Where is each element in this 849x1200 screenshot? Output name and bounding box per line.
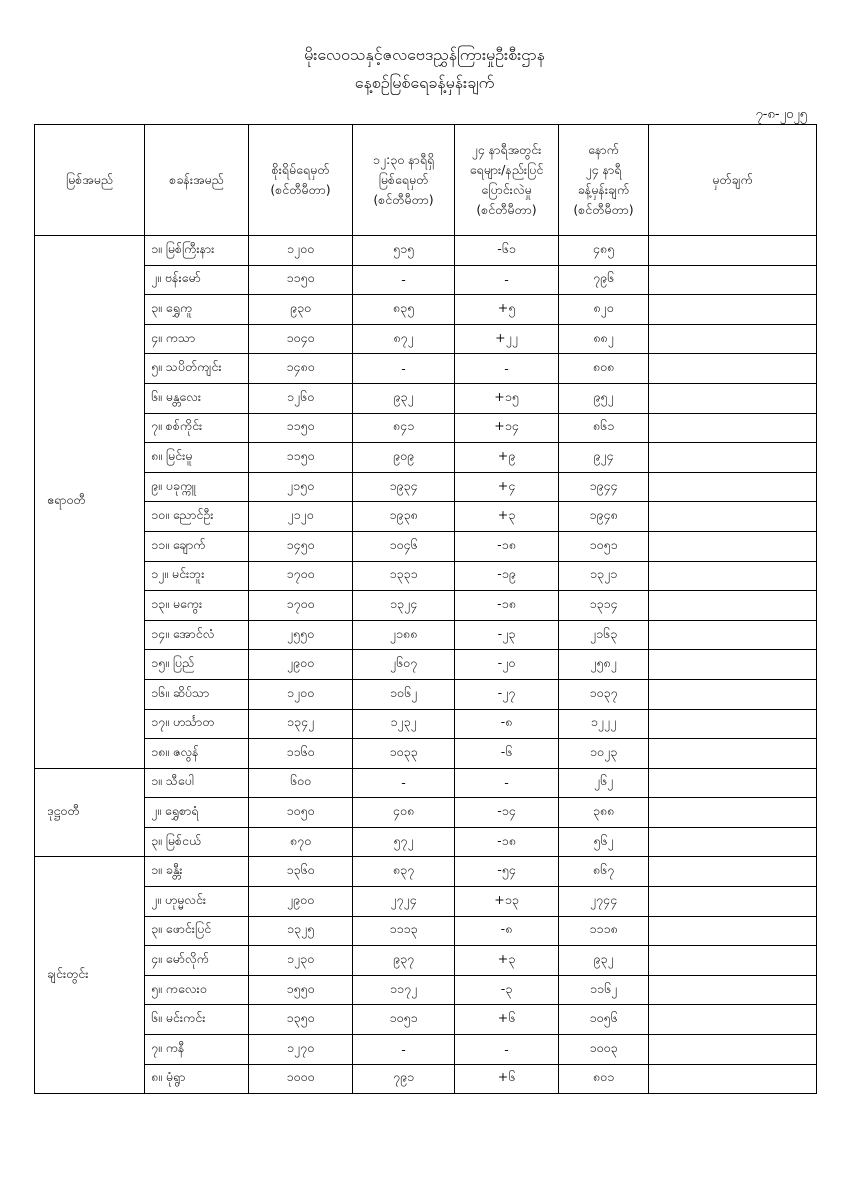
- current-level: ၉၃၂: [353, 383, 455, 413]
- forecast-24h: ၁၉၄၈: [559, 502, 649, 532]
- table-row: [35, 1035, 817, 1065]
- current-level: ၁၂၃၂: [353, 709, 455, 739]
- danger-level: ၂၅၅၀: [249, 620, 353, 650]
- remarks: [649, 679, 817, 709]
- station-name: ၃။ ရွှေကူ: [145, 295, 249, 325]
- danger-level: ၂၉၀၀: [249, 650, 353, 680]
- table-row: [35, 916, 817, 946]
- danger-level: ၁၀၅၀: [249, 798, 353, 828]
- station-name: ၈။ မုံရွာ: [145, 1064, 249, 1094]
- header-line: နောက်: [588, 142, 619, 157]
- header-line: ၁၂:၃၀ နာရီရှိ: [372, 152, 435, 167]
- station-name: ၁၈။ ဇလွန်: [145, 739, 249, 769]
- danger-level: ၁၀၄၀: [249, 324, 353, 354]
- table-row: [35, 768, 817, 798]
- station-name: ၁။ မြစ်ကြီးနား: [145, 236, 249, 266]
- danger-level: ၂၉၀၀: [249, 887, 353, 917]
- danger-level: ၈၇၀: [249, 827, 353, 857]
- current-level: ၁၁၁၃: [353, 916, 455, 946]
- danger-level: ၁၄၈၀: [249, 354, 353, 384]
- current-level: -: [353, 1035, 455, 1065]
- change-24h: +၅: [455, 295, 559, 325]
- table-row: [35, 887, 817, 917]
- remarks: [649, 620, 817, 650]
- current-level: ၁၉၃၄: [353, 472, 455, 502]
- station-name: ၂။ ဟုမ္မလင်း: [145, 887, 249, 917]
- forecast-24h: ၈၈၂: [559, 324, 649, 354]
- change-24h: +၁၃: [455, 887, 559, 917]
- table-row: [35, 295, 817, 325]
- change-24h: -: [455, 1035, 559, 1065]
- forecast-24h: ၈၆၇: [559, 857, 649, 887]
- forecast-24h: ၈၀၈: [559, 354, 649, 384]
- forecast-24h: ၇၉၆: [559, 265, 649, 295]
- remarks: [649, 531, 817, 561]
- header-line: စခန်းအမည်: [169, 172, 224, 187]
- danger-level: ၁၂၆၀: [249, 383, 353, 413]
- current-level: ၁၀၄၆: [353, 531, 455, 561]
- remarks: [649, 975, 817, 1005]
- remarks: [649, 413, 817, 443]
- table-row: [35, 591, 817, 621]
- report-date: ၇-၈-၂၀၂၅: [755, 107, 807, 122]
- header-line: ၂၄ နာရီ: [585, 162, 622, 177]
- station-name: ၁၆။ ဆိပ်သာ: [145, 679, 249, 709]
- change-24h: +၁၄: [455, 413, 559, 443]
- current-level: ၅၁၅: [353, 236, 455, 266]
- station-name: ၁၁။ ချောက်: [145, 531, 249, 561]
- remarks: [649, 916, 817, 946]
- danger-level: ၁၁၅၀: [249, 443, 353, 473]
- change-24h: -၁၄: [455, 798, 559, 828]
- station-name: ၂။ ဗန်းမော်: [145, 265, 249, 295]
- change-24h: +၄: [455, 472, 559, 502]
- current-level: ၁၀၃၃: [353, 739, 455, 769]
- remarks: [649, 236, 817, 266]
- current-level: -: [353, 768, 455, 798]
- col-remarks-header: [649, 125, 817, 236]
- current-level: -: [353, 265, 455, 295]
- remarks: [649, 502, 817, 532]
- header-line: (စင်တီမီတာ): [270, 182, 331, 197]
- danger-level: ၁၁၅၀: [249, 265, 353, 295]
- table-row: [35, 531, 817, 561]
- table-row: [35, 620, 817, 650]
- danger-level: ၆၀၀: [249, 768, 353, 798]
- table-row: [35, 739, 817, 769]
- danger-level: ၁၃၄၂: [249, 709, 353, 739]
- document-title: နေ့စဉ်မြစ်ရေခန့်မှန်းချက်: [354, 73, 495, 92]
- table-row: [35, 472, 817, 502]
- current-level: ၁၉၃၈: [353, 502, 455, 532]
- header-line: (စင်တီမီတာ): [476, 202, 537, 217]
- station-name: ၇။ ကနီ: [145, 1035, 249, 1065]
- danger-level: ၂၁၂၀: [249, 502, 353, 532]
- table-row: [35, 443, 817, 473]
- header-line: ခန့်မှန်းချက်: [577, 182, 630, 197]
- river-name: ဒုဋ္ဌဝတီ: [35, 768, 145, 857]
- station-name: ၅။ သပိတ်ကျင်း: [145, 354, 249, 384]
- danger-level: ၁၀၀၀: [249, 1064, 353, 1094]
- change-24h: -၃: [455, 975, 559, 1005]
- station-name: ၁၇။ ဟင်္သာတ: [145, 709, 249, 739]
- station-name: ၁။ ခန္တီး: [145, 857, 249, 887]
- table-row: [35, 946, 817, 976]
- remarks: [649, 857, 817, 887]
- river-name: ဧရာဝတီ: [35, 236, 145, 769]
- current-level: ၄၀၈: [353, 798, 455, 828]
- table-row: [35, 1005, 817, 1035]
- col-current-level-header: [353, 125, 455, 236]
- forecast-24h: ၁၃၂၁: [559, 561, 649, 591]
- danger-level: ၁၃၆၀: [249, 857, 353, 887]
- table-row: [35, 798, 817, 828]
- station-name: ၆။ မင်းကင်း: [145, 1005, 249, 1035]
- header-line: ၂၄ နာရီအတွင်း: [471, 142, 542, 157]
- remarks: [649, 295, 817, 325]
- current-level: ၁၀၆၂: [353, 679, 455, 709]
- change-24h: -၂၇: [455, 679, 559, 709]
- danger-level: ၁၂၃၀: [249, 946, 353, 976]
- station-name: ၆။ မန္တလေး: [145, 383, 249, 413]
- forecast-24h: ၁၃၁၄: [559, 591, 649, 621]
- remarks: [649, 354, 817, 384]
- table-row: [35, 561, 817, 591]
- remarks: [649, 887, 817, 917]
- change-24h: +၉: [455, 443, 559, 473]
- header-line: စိုးရိမ်ရေမှတ်: [271, 162, 330, 177]
- station-name: ၄။ ကသာ: [145, 324, 249, 354]
- header-line: မြစ်အမည်: [66, 172, 113, 187]
- danger-level: ၁၁၅၀: [249, 413, 353, 443]
- forecast-24h: ၁၁၆၂: [559, 975, 649, 1005]
- forecast-24h: ၁၀၅၆: [559, 1005, 649, 1035]
- table-row: [35, 827, 817, 857]
- forecast-24h: ၅၆၂: [559, 827, 649, 857]
- station-name: ၉။ ပခုက္ကူ: [145, 472, 249, 502]
- danger-level: ၉၃၀: [249, 295, 353, 325]
- current-level: ၁၀၅၁: [353, 1005, 455, 1035]
- change-24h: -၁၈: [455, 531, 559, 561]
- danger-level: ၁၅၅၀: [249, 975, 353, 1005]
- forecast-24h: ၈၂၀: [559, 295, 649, 325]
- current-level: ၉၀၉: [353, 443, 455, 473]
- danger-level: ၁၂၇၀: [249, 1035, 353, 1065]
- current-level: ၁၃၂၄: [353, 591, 455, 621]
- station-name: ၃။ ဖောင်းပြင်: [145, 916, 249, 946]
- station-name: ၈။ မြင်းမူ: [145, 443, 249, 473]
- department-title: မိုးလေဝသနှင့်ဇလဗေဒညွှန်ကြားမှုဦးစီးဌာန: [304, 45, 545, 64]
- current-level: ၂၆၀၇: [353, 650, 455, 680]
- current-level: -: [353, 354, 455, 384]
- remarks: [649, 650, 817, 680]
- change-24h: +၆: [455, 1005, 559, 1035]
- remarks: [649, 709, 817, 739]
- danger-level: ၁၇၀၀: [249, 591, 353, 621]
- forecast-24h: ၄၈၅: [559, 236, 649, 266]
- danger-level: ၁၁၆၀: [249, 739, 353, 769]
- change-24h: -: [455, 768, 559, 798]
- forecast-24h: ၁၁၁၈: [559, 916, 649, 946]
- header-line: မှတ်ချက်: [712, 172, 753, 187]
- table-row: [35, 265, 817, 295]
- table-row: [35, 502, 817, 532]
- station-name: ၁၄။ အောင်လံ: [145, 620, 249, 650]
- forecast-24h: ၉၂၄: [559, 443, 649, 473]
- current-level: ၇၉၁: [353, 1064, 455, 1094]
- river-level-table: [34, 124, 817, 1094]
- river-name: ချင်းတွင်း: [35, 857, 145, 1094]
- current-level: ၈၇၂: [353, 324, 455, 354]
- forecast-24h: ၂၁၆၃: [559, 620, 649, 650]
- forecast-24h: ၁၉၄၄: [559, 472, 649, 502]
- remarks: [649, 798, 817, 828]
- danger-level: ၂၁၅၀: [249, 472, 353, 502]
- remarks: [649, 383, 817, 413]
- forecast-24h: ၉၃၂: [559, 946, 649, 976]
- change-24h: +၁၅: [455, 383, 559, 413]
- remarks: [649, 1064, 817, 1094]
- station-name: ၁။ သီပေါ: [145, 768, 249, 798]
- table-row: [35, 383, 817, 413]
- remarks: [649, 1005, 817, 1035]
- forecast-24h: ၈၆၁: [559, 413, 649, 443]
- danger-level: ၁၇၀၀: [249, 561, 353, 591]
- change-24h: -၈: [455, 709, 559, 739]
- current-level: ၈၄၁: [353, 413, 455, 443]
- change-24h: -၂၀: [455, 650, 559, 680]
- remarks: [649, 768, 817, 798]
- remarks: [649, 591, 817, 621]
- change-24h: -၁၈: [455, 827, 559, 857]
- current-level: ၉၃၇: [353, 946, 455, 976]
- current-level: ၁၃၃၁: [353, 561, 455, 591]
- station-name: ၅။ ကလေးဝ: [145, 975, 249, 1005]
- danger-level: ၁၂၀၀: [249, 236, 353, 266]
- danger-level: ၁၃၂၅: [249, 916, 353, 946]
- remarks: [649, 443, 817, 473]
- col-forecast-24h-header: [559, 125, 649, 236]
- table-row: [35, 236, 817, 266]
- header-line: မြစ်ရေမှတ်: [378, 172, 429, 187]
- danger-level: ၁၃၅၀: [249, 1005, 353, 1035]
- station-name: ၁၃။ မကွေး: [145, 591, 249, 621]
- change-24h: -၆: [455, 739, 559, 769]
- station-name: ၁၅။ ပြည်: [145, 650, 249, 680]
- forecast-24h: ၂၇၄၄: [559, 887, 649, 917]
- remarks: [649, 827, 817, 857]
- col-station-name-header: [145, 125, 249, 236]
- header-line: (စင်တီမီတာ): [573, 202, 634, 217]
- table-row: [35, 413, 817, 443]
- change-24h: -: [455, 265, 559, 295]
- forecast-24h: ၃၈၈: [559, 798, 649, 828]
- col-change-24h-header: [455, 125, 559, 236]
- change-24h: +၂၂: [455, 324, 559, 354]
- header-line: (စင်တီမီတာ): [373, 192, 434, 207]
- forecast-24h: ၁၀၂၃: [559, 739, 649, 769]
- forecast-24h: ၁၀၃၇: [559, 679, 649, 709]
- forecast-24h: ၂၅၈၂: [559, 650, 649, 680]
- table-row: [35, 650, 817, 680]
- danger-level: ၁၄၅၀: [249, 531, 353, 561]
- station-name: ၁၀။ ညောင်ဦး: [145, 502, 249, 532]
- remarks: [649, 1035, 817, 1065]
- station-name: ၇။ စစ်ကိုင်း: [145, 413, 249, 443]
- remarks: [649, 472, 817, 502]
- change-24h: -၁၉: [455, 561, 559, 591]
- table-row: [35, 709, 817, 739]
- remarks: [649, 739, 817, 769]
- change-24h: -၆၁: [455, 236, 559, 266]
- station-name: ၁၂။ မင်းဘူး: [145, 561, 249, 591]
- header-line: ရေများ/နည်းပြင်: [469, 162, 544, 177]
- station-name: ၂။ ရွှေစာရံ: [145, 798, 249, 828]
- change-24h: -၅၄: [455, 857, 559, 887]
- forecast-24h: ၁၀၅၁: [559, 531, 649, 561]
- remarks: [649, 946, 817, 976]
- change-24h: +၆: [455, 1064, 559, 1094]
- table-row: [35, 1064, 817, 1094]
- current-level: ၂၁၈၈: [353, 620, 455, 650]
- remarks: [649, 265, 817, 295]
- col-river-name-header: [35, 125, 145, 236]
- forecast-24h: ၂၆၂: [559, 768, 649, 798]
- danger-level: ၁၂၀၀: [249, 679, 353, 709]
- change-24h: +၃: [455, 946, 559, 976]
- table-row: [35, 679, 817, 709]
- change-24h: -: [455, 354, 559, 384]
- change-24h: -၈: [455, 916, 559, 946]
- current-level: ၈၃၇: [353, 857, 455, 887]
- forecast-24h: ၁၂၂၂: [559, 709, 649, 739]
- forecast-24h: ၈၀၁: [559, 1064, 649, 1094]
- change-24h: -၂၃: [455, 620, 559, 650]
- table-row: [35, 354, 817, 384]
- col-danger-level-header: [249, 125, 353, 236]
- current-level: ၈၃၅: [353, 295, 455, 325]
- change-24h: +၃: [455, 502, 559, 532]
- table-row: [35, 975, 817, 1005]
- station-name: ၃။ မြစ်ငယ်: [145, 827, 249, 857]
- table-header-row: [35, 125, 817, 236]
- remarks: [649, 324, 817, 354]
- table-row: [35, 857, 817, 887]
- forecast-24h: ၁၀၀၃: [559, 1035, 649, 1065]
- current-level: ၅၇၂: [353, 827, 455, 857]
- forecast-24h: ၉၅၂: [559, 383, 649, 413]
- current-level: ၂၇၂၄: [353, 887, 455, 917]
- change-24h: -၁၈: [455, 591, 559, 621]
- current-level: ၁၁၇၂: [353, 975, 455, 1005]
- header-line: ပြောင်းလဲမှု: [481, 182, 532, 197]
- table-row: [35, 324, 817, 354]
- station-name: ၄။ မော်လိုက်: [145, 946, 249, 976]
- remarks: [649, 561, 817, 591]
